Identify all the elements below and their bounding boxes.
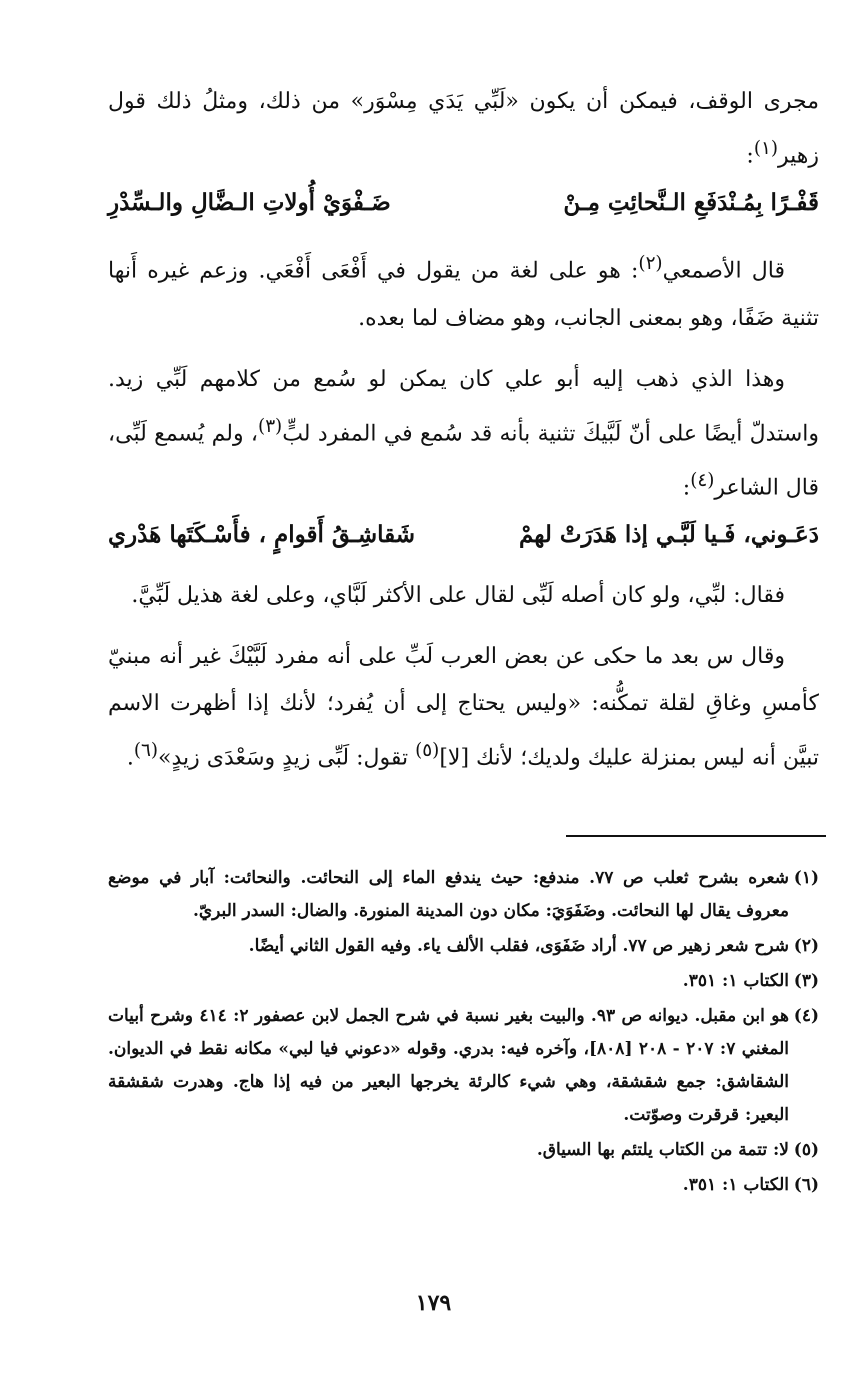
footnote-separator xyxy=(566,835,826,837)
paragraph-2-lead: قال الأصمعي xyxy=(662,258,785,284)
paragraph-2-text: : هو على لغة من يقول في أَفْعَى أَفْعَي. وزعم غيره أَنها تثنية ضَفًا، وهو بمعنى الجانب، وهو مضاف لما بعده. xyxy=(108,258,819,331)
paragraph-5 xyxy=(108,633,819,781)
paragraph-4: فقال: لبِّي، ولو كان أصله لَبِّى لقال على الأكثر لَبَّاي، وعلى لغة هذيل لَبِّيَّ. xyxy=(131,583,785,609)
footnote-3 xyxy=(108,965,819,998)
footnote-ref-5: (٥) xyxy=(415,740,440,762)
footnote-4 xyxy=(108,1000,819,1132)
verse-1-first-hemistich: قَفْـرًا بِمُـنْدَفَعِ الـنَّحائِتِ مِـنْ xyxy=(563,189,819,217)
footnote-number: (١) xyxy=(793,868,819,888)
main-text xyxy=(108,78,819,782)
paragraph-2 xyxy=(108,240,819,341)
verse-2-first-hemistich: دَعَـوني، فَـيا لَبَّـي إذا هَدَرَتْ لهمْ xyxy=(518,521,819,549)
footnote-ref-1: (١) xyxy=(753,138,778,159)
footnote-text: هو ابن مقبل. ديوانه ص ٩٣. والبيت بغير نسبة في شرح الجمل لابن عصفور ٢: ٤١٤ وشرح أبيات المغني ٧: ٢٠٧ - ٢٠٨ [٨٠٨]، وآخره فيه: بدري. وقوله «دعوني فيا لبي» مكانه نقط في الديوان. الشقاشق: جمع شقشقة، وهي شيء كالرئة يخرجها البعير من فيه إذا هاج. وهدرت شقشقة البعير: قرقرت وصوّتت. xyxy=(108,1006,789,1125)
paragraph-3 xyxy=(108,356,819,512)
footnote-number: (٣) xyxy=(793,971,819,991)
footnote-ref-2: (٢) xyxy=(638,253,663,275)
footnotes xyxy=(108,862,819,1202)
footnote-1 xyxy=(108,862,819,928)
paragraph-5-text: وقال س بعد ما حكى عن بعض العرب لَبِّ على أنه مفرد لَبَّيْكَ غير أنه مبنيّ كأمسِ وغاقِ لقلة تمكُّنه: «وليس يحتاج إلى أن يُفرد؛ لأنك إذا أظهرت الاسم تبيَّن أنه ليس بمنزلة عليك ولديك؛ لأنك [لا] xyxy=(108,644,819,771)
footnote-ref-3: (٣) xyxy=(258,415,283,437)
footnote-number: (٦) xyxy=(793,1175,819,1195)
footnote-ref-6: (٦) xyxy=(133,740,158,762)
verse-1 xyxy=(108,179,819,226)
footnote-2 xyxy=(108,930,819,963)
footnote-number: (٤) xyxy=(793,1006,819,1026)
paragraph-1 xyxy=(108,78,819,179)
footnote-number: (٢) xyxy=(793,936,819,956)
paragraph-1-end: : xyxy=(746,143,754,169)
paragraph-3-end: : xyxy=(682,475,691,501)
paragraph-3-cont: ، ولم يُسمع لَبِّى، قال الشاعر xyxy=(108,420,819,501)
footnote-text: الكتاب ١: ٣٥١. xyxy=(682,1175,789,1195)
footnote-text: شرح شعر زهير ص ٧٧. أراد ضَفَوَى، فقلب الألف ياء. وفيه القول الثاني أيضًا. xyxy=(248,936,789,956)
paragraph-1-text: مجرى الوقف، فيمكن أن يكون «لَبِّي يَدَي مِسْوَر» من ذلك، ومثلُ ذلك قول زهير xyxy=(108,89,819,169)
footnote-6 xyxy=(108,1169,819,1202)
paragraph-5-end: . xyxy=(126,745,134,771)
verse-1-second-hemistich: ضَـفْوَيْ أُولاتِ الـضَّالِ والـسِّدْرِ xyxy=(108,189,391,217)
page-number: ١٧٩ xyxy=(415,1290,452,1316)
paragraph-5-cont: تقول: لَبِّى زيدٍ وسَعْدَى زيدٍ» xyxy=(157,745,416,771)
footnote-text: لا: تتمة من الكتاب يلتئم بها السياق. xyxy=(536,1140,789,1160)
paragraph-3-text: وهذا الذي ذهب إليه أبو علي كان يمكن لو سُمع من كلامهم لَبِّي زيد. واستدلّ أيضًا على أنّ لَبَّيكَ تثنية بأنه قد سُمع في المفرد لبٍّ xyxy=(108,366,819,446)
footnote-text: شعره بشرح ثعلب ص ٧٧. مندفع: حيث يندفع الماء إلى النحائت. والنحائت: آبار في موضع معروف يقال لها النحائت. وضَفَوَيَ: مكان دون المدينة المنورة. والضال: السدر البريّ. xyxy=(108,868,789,921)
footnote-ref-4: (٤) xyxy=(690,469,715,491)
footnote-number: (٥) xyxy=(793,1140,819,1160)
verse-2 xyxy=(108,511,819,558)
footnote-5 xyxy=(108,1134,819,1167)
verse-2-second-hemistich: شَقاشِـقُ أَقوامٍ ، فأَسْـكَتَها هَدْري xyxy=(108,521,416,549)
footnote-text: الكتاب ١: ٣٥١. xyxy=(682,971,789,991)
